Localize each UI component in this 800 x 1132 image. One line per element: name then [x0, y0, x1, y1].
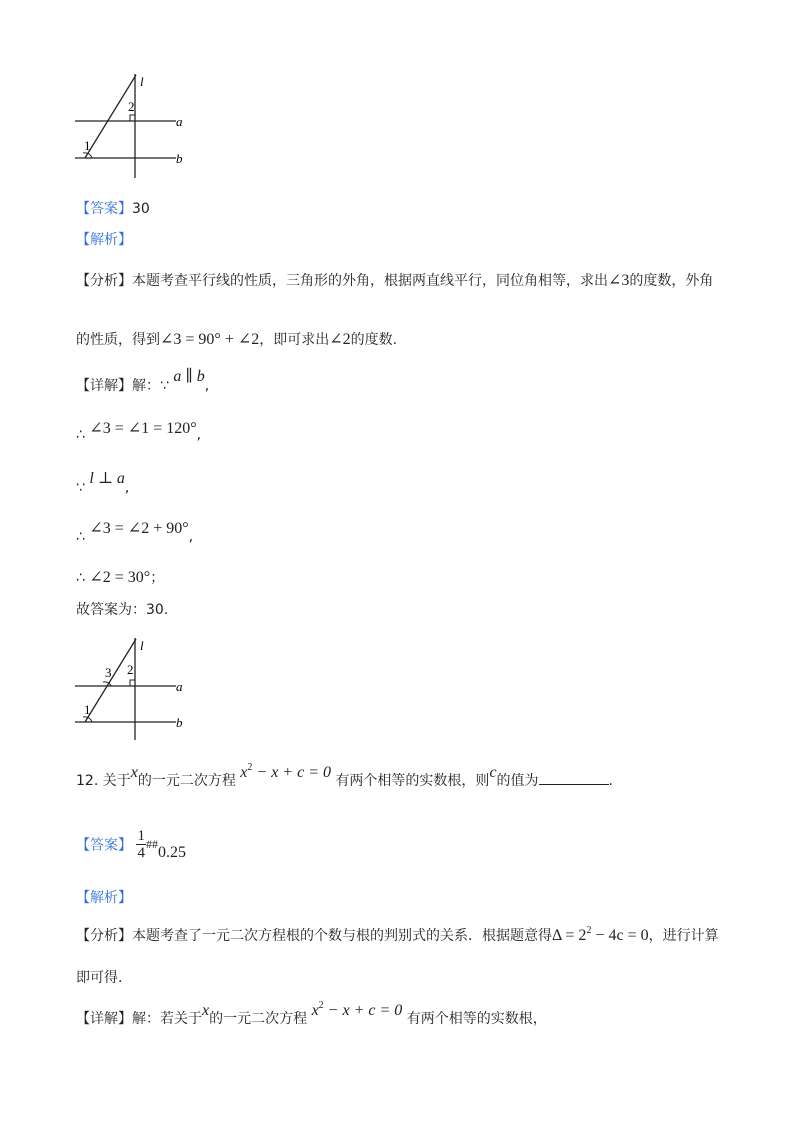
q11-final: 故答案为：30.: [76, 602, 169, 618]
detail-math: ∠3 = ∠1 = 120°: [89, 420, 197, 437]
fenxi-math: ∠3: [608, 272, 630, 289]
fenxi-math: − 4c = 0: [595, 927, 649, 944]
detail-text: ,: [196, 427, 202, 443]
detail-tag: 【详解】: [76, 378, 132, 394]
q12-fenxi-line2: 即可得.: [76, 970, 123, 986]
label-angle-2: 2: [128, 99, 135, 114]
fenxi-text: ，即可求出: [259, 332, 330, 348]
question-text: 的一元二次方程: [137, 773, 236, 789]
fenxi-exponent: 2: [586, 925, 592, 936]
q12-answer: [76, 828, 186, 861]
q11-detail-line5: [76, 567, 164, 587]
label-angle-3: 3: [105, 665, 112, 680]
fenxi-math: ∠2: [329, 331, 351, 348]
label-a: a: [176, 114, 183, 129]
q11-detail-line4: [76, 520, 194, 546]
geometry-figure-1: [70, 68, 200, 188]
detail-text: ,: [124, 480, 130, 496]
answer-value: 30: [132, 201, 150, 217]
answer-alt: 0.25: [157, 843, 186, 861]
detail-tag: 【详解】: [76, 1011, 132, 1027]
fenxi-text: 的度数，外角: [629, 273, 714, 289]
fraction-numerator: 1: [137, 828, 145, 844]
detail-text: ；: [150, 570, 165, 586]
label-l: l: [140, 638, 144, 653]
fenxi-math: ∠3 = 90° + ∠2: [160, 331, 260, 348]
fenxi-tag: 【分析】: [76, 273, 132, 289]
fenxi-text: 本题考查了一元二次方程根的个数与根的判别式的关系．根据题意得: [132, 928, 552, 944]
answer-separator: ##: [145, 837, 158, 851]
label-a: a: [176, 679, 183, 694]
question-number: 12.: [76, 773, 99, 789]
eq-var: x: [240, 764, 248, 781]
detail-text: ,: [188, 529, 194, 545]
detail-math: l ⊥ a: [89, 470, 125, 487]
detail-text: 解：: [132, 378, 160, 394]
detail-math: ∠3 = ∠2 + 90°: [89, 520, 189, 537]
fenxi-math: Δ = 2: [552, 927, 587, 944]
detail-text: 的一元二次方程: [209, 1011, 308, 1027]
answer-tag: 【答案】: [76, 837, 132, 854]
because-symbol: ∵: [160, 378, 169, 394]
eq-var: x: [311, 1002, 319, 1019]
fenxi-text: ，进行计算: [648, 928, 719, 944]
answer-tag: 【答案】: [76, 201, 132, 217]
q11-detail-line2: [76, 420, 202, 444]
geometry-figure-2: [70, 632, 200, 747]
var-c: c: [489, 764, 497, 781]
eq-rest: − x + c = 0: [256, 764, 331, 781]
eq-exponent: 2: [318, 1000, 324, 1011]
q11-detail-line3: [76, 470, 130, 497]
q12-detail-line1: [76, 1000, 547, 1028]
fenxi-tag: 【分析】: [76, 928, 132, 944]
label-l: l: [140, 74, 144, 89]
therefore-symbol: ∴: [76, 529, 85, 545]
var-x: x: [202, 1002, 210, 1019]
therefore-symbol: ∴: [76, 427, 85, 443]
q11-fenxi-line2: [76, 329, 397, 349]
label-angle-2: 2: [127, 662, 134, 677]
question-text: .: [608, 773, 613, 789]
analysis-tag: 【解析】: [76, 232, 132, 248]
q12-question: [76, 762, 613, 790]
eq-exponent: 2: [247, 762, 253, 773]
q12-fenxi-line1: [76, 925, 719, 945]
fraction-denominator: 4: [137, 845, 145, 861]
detail-text: ,: [204, 378, 210, 394]
detail-math: ∠2 = 30°: [89, 569, 151, 586]
therefore-symbol: ∴: [76, 570, 85, 586]
q11-fenxi-line1: [76, 270, 713, 290]
question-text: 的值为: [496, 773, 539, 789]
label-b: b: [176, 151, 183, 166]
detail-text: 有两个相等的实数根，: [406, 1011, 547, 1027]
label-angle-1: 1: [84, 702, 91, 717]
detail-text: 解：若关于: [132, 1011, 202, 1027]
label-b: b: [176, 715, 183, 730]
question-text: 关于: [102, 773, 131, 789]
q11-detail-line1: [76, 368, 210, 395]
detail-math: a ∥ b: [173, 368, 205, 385]
answer-blank: [539, 772, 609, 785]
fenxi-text: 本题考查平行线的性质，三角形的外角，根据两直线平行，同位角相等，求出: [132, 273, 608, 289]
label-angle-1: 1: [84, 138, 91, 153]
fenxi-text: 的度数.: [350, 332, 398, 348]
analysis-tag: 【解析】: [76, 890, 132, 906]
answer-fraction: [136, 828, 146, 861]
var-x: x: [130, 764, 138, 781]
q11-answer: [76, 198, 150, 218]
fenxi-text: 的性质，得到: [76, 332, 160, 348]
eq-rest: − x + c = 0: [327, 1002, 403, 1019]
because-symbol: ∵: [76, 480, 85, 496]
question-text: 有两个相等的实数根，则: [335, 773, 490, 789]
